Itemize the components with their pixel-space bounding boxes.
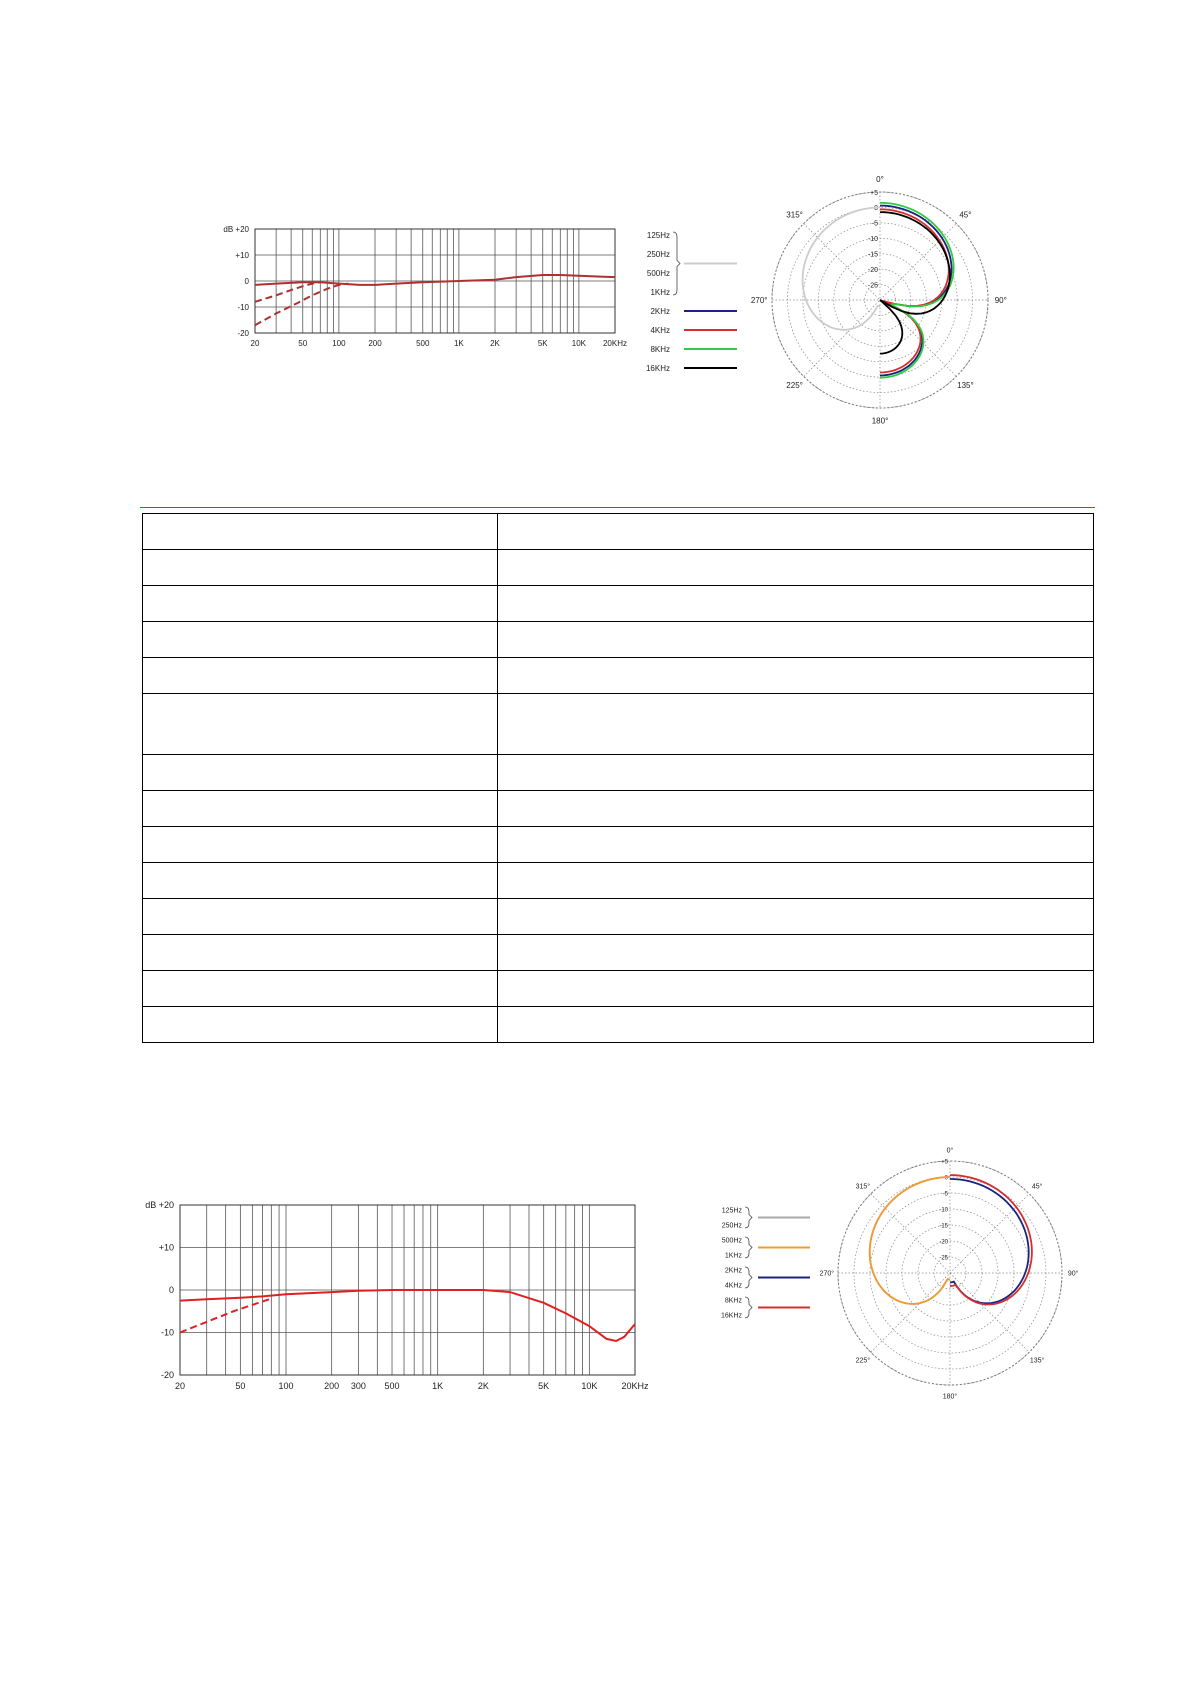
spec-value-cell	[498, 694, 1094, 755]
spec-label-cell	[143, 550, 498, 586]
legend-label: 250Hz	[721, 1222, 742, 1230]
spec-row	[143, 899, 1094, 935]
x-tick-label: 300	[350, 1381, 366, 1391]
polar-radial-label: -10	[867, 236, 878, 244]
spec-value-cell	[498, 514, 1094, 550]
spec-row	[143, 827, 1094, 863]
polar-pattern-chart-1	[730, 165, 1030, 440]
x-tick-label: 10K	[581, 1381, 598, 1391]
x-tick-label: 20KHz	[621, 1381, 649, 1391]
legend-label: 1KHz	[724, 1252, 742, 1260]
polar-radial-label: -20	[939, 1239, 948, 1246]
y-tick-label: +10	[235, 250, 249, 260]
spec-label-cell	[143, 658, 498, 694]
legend-label: 125Hz	[721, 1207, 742, 1215]
spec-value-cell	[498, 586, 1094, 622]
legend-label: 8KHz	[724, 1297, 742, 1305]
polar-angle-label: 0°	[876, 175, 884, 184]
polar-radial-label: -25	[939, 1255, 948, 1262]
y-tick-label: 0	[168, 1285, 174, 1296]
x-tick-label: 500	[416, 339, 430, 348]
polar-pattern-chart-2	[820, 1143, 1100, 1408]
legend-label: 1KHz	[650, 287, 670, 297]
spec-value-cell	[498, 935, 1094, 971]
x-tick-label: 1K	[453, 339, 464, 348]
polar-angle-label: 270°	[750, 295, 768, 305]
spec-label-cell	[143, 514, 498, 550]
legend-label: 4KHz	[724, 1282, 742, 1290]
spec-row	[143, 971, 1094, 1007]
spec-label-cell	[143, 755, 498, 791]
polar-pattern-svg-2	[820, 1143, 1100, 1403]
legend-label: 16KHz	[645, 363, 670, 373]
x-tick-label: 10K	[571, 339, 586, 348]
spec-value-cell	[498, 658, 1094, 694]
spec-value-cell	[498, 755, 1094, 791]
frequency-response-svg-2	[135, 1160, 655, 1391]
polar-angle-label: 135°	[957, 381, 974, 391]
legend-brace	[745, 1237, 752, 1258]
polar-angle-label: 270°	[819, 1270, 835, 1278]
polar-radial-label: 0	[944, 1175, 948, 1182]
x-tick-label: 20KHz	[602, 339, 628, 348]
legend-label: 16KHz	[720, 1312, 742, 1320]
polar-angle-label: 0°	[946, 1147, 954, 1155]
polar-legend-1	[640, 225, 740, 380]
polar-radial-label: +5	[870, 189, 878, 197]
x-tick-label: 100	[278, 1381, 294, 1391]
spec-row	[143, 791, 1094, 827]
spec-row	[143, 658, 1094, 694]
y-tick-label: +10	[158, 1242, 174, 1253]
polar-radial-label: -15	[867, 251, 878, 259]
frequency-response-chart-1	[205, 224, 628, 380]
y-tick-label: -10	[237, 302, 249, 312]
y-tick-label: -20	[237, 328, 249, 338]
spec-row	[143, 1007, 1094, 1043]
legend-label: 500Hz	[646, 268, 670, 278]
x-tick-label: 200	[324, 1381, 340, 1391]
spec-label-cell	[143, 694, 498, 755]
polar-radial-label: -20	[867, 266, 878, 274]
spec-value-cell	[498, 791, 1094, 827]
spec-label-cell	[143, 622, 498, 658]
y-tick-label: -20	[160, 1370, 174, 1381]
polar-radial-label: 0	[874, 205, 878, 213]
polar-angle-label: 180°	[871, 416, 889, 426]
x-tick-label: 50	[235, 1381, 246, 1391]
legend-brace	[745, 1207, 752, 1228]
legend-label: 500Hz	[721, 1237, 742, 1245]
spec-label-cell	[143, 1007, 498, 1043]
spec-value-cell	[498, 550, 1094, 586]
x-tick-label: 20	[174, 1381, 186, 1391]
spec-label-cell	[143, 899, 498, 935]
x-tick-label: 5K	[538, 1381, 550, 1391]
polar-legend-svg-1	[640, 225, 740, 375]
polar-legend-svg-2	[712, 1200, 812, 1350]
polar-angle-label: 90°	[994, 295, 1007, 305]
polar-angle-label: 45°	[1031, 1183, 1043, 1191]
legend-label: 125Hz	[646, 230, 670, 240]
spec-label-cell	[143, 791, 498, 827]
x-tick-label: 2K	[477, 1381, 489, 1391]
polar-radial-label: -10	[939, 1207, 948, 1214]
legend-brace	[745, 1297, 752, 1318]
legend-label: 2KHz	[724, 1267, 742, 1275]
polar-angle-label: 90°	[1067, 1270, 1079, 1278]
legend-label: 2KHz	[650, 306, 670, 316]
polar-legend-2	[712, 1200, 812, 1355]
legend-label: 8KHz	[650, 344, 670, 354]
spec-value-cell	[498, 622, 1094, 658]
section-divider	[140, 507, 1095, 508]
x-tick-label: 50	[298, 339, 308, 348]
spec-label-cell	[143, 586, 498, 622]
y-tick-label: dB +20	[223, 224, 249, 234]
spec-row	[143, 622, 1094, 658]
spec-label-cell	[143, 935, 498, 971]
spec-row	[143, 550, 1094, 586]
polar-radial-label: -5	[871, 220, 878, 228]
y-tick-label: -10	[160, 1327, 174, 1338]
polar-angle-label: 225°	[786, 381, 803, 391]
polar-pattern-svg-1	[730, 165, 1030, 435]
spec-value-cell	[498, 827, 1094, 863]
polar-pattern-line	[950, 1179, 1029, 1303]
spec-value-cell	[498, 863, 1094, 899]
polar-radial-label: -15	[939, 1223, 948, 1230]
polar-angle-label: 180°	[942, 1393, 958, 1401]
spec-value-cell	[498, 899, 1094, 935]
x-tick-label: 1K	[432, 1381, 444, 1391]
x-tick-label: 500	[384, 1381, 400, 1391]
spec-row	[143, 935, 1094, 971]
spec-row	[143, 863, 1094, 899]
y-tick-label: dB +20	[145, 1200, 174, 1211]
legend-label: 250Hz	[646, 249, 670, 259]
frequency-response-chart-2	[135, 1160, 655, 1391]
polar-radial-label: -5	[942, 1191, 948, 1198]
spec-row	[143, 755, 1094, 791]
y-tick-label: 0	[244, 276, 249, 286]
response-line	[255, 275, 615, 285]
x-tick-label: 2K	[490, 339, 500, 348]
spec-value-cell	[498, 1007, 1094, 1043]
x-tick-label: 100	[332, 339, 346, 348]
response-line-dashed	[255, 284, 348, 326]
polar-angle-label: 315°	[855, 1183, 871, 1191]
spec-table-body	[143, 514, 1094, 1043]
response-line	[180, 1290, 635, 1341]
legend-brace	[673, 232, 680, 295]
spec-row	[143, 586, 1094, 622]
spec-label-cell	[143, 827, 498, 863]
legend-label: 4KHz	[650, 325, 670, 335]
polar-angle-label: 135°	[1029, 1357, 1045, 1365]
polar-angle-label: 45°	[959, 210, 972, 220]
polar-radial-label: -25	[867, 282, 878, 290]
spec-row	[143, 694, 1094, 755]
spec-table	[142, 513, 1094, 1043]
spec-label-cell	[143, 971, 498, 1007]
x-tick-label: 20	[250, 339, 260, 348]
spec-row	[143, 514, 1094, 550]
polar-angle-label: 315°	[786, 210, 803, 220]
polar-angle-label: 225°	[855, 1357, 871, 1365]
x-tick-label: 200	[368, 339, 382, 348]
x-tick-label: 5K	[537, 339, 548, 348]
spec-value-cell	[498, 971, 1094, 1007]
polar-radial-label: +5	[941, 1159, 948, 1166]
frequency-response-svg-1	[205, 224, 628, 375]
legend-brace	[745, 1267, 752, 1288]
spec-label-cell	[143, 863, 498, 899]
